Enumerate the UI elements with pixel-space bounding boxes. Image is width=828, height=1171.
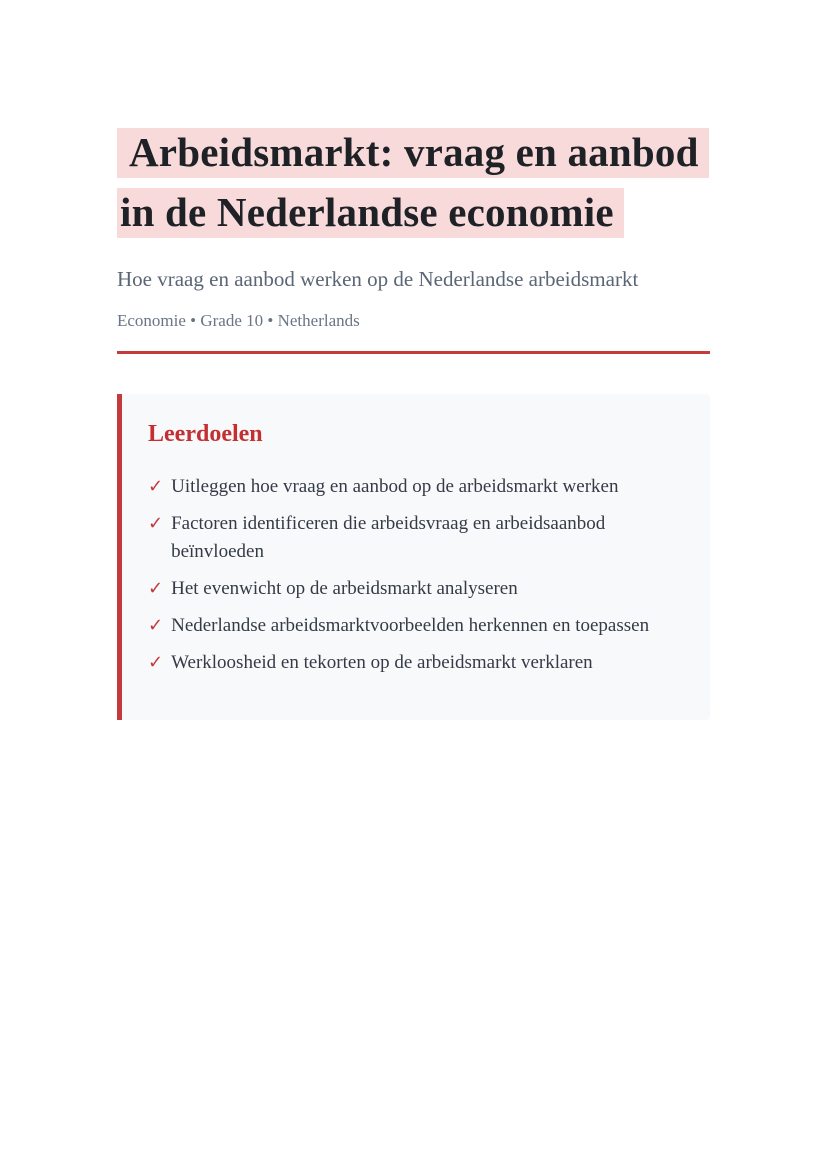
check-icon: ✓ — [148, 652, 164, 673]
content-column — [117, 0, 710, 720]
list-item — [148, 612, 686, 640]
list-item — [148, 473, 686, 501]
objectives-heading: Leerdoelen — [148, 421, 263, 447]
page-title-line-2 — [117, 182, 710, 242]
objective-text: Nederlandse arbeidsmarktvoorbeelden herkennen en toepassen — [171, 615, 650, 636]
objective-text: Uitleggen hoe vraag en aanbod op de arbeidsmarkt werken — [171, 476, 619, 497]
objective-text: Het evenwicht op de arbeidsmarkt analyseren — [171, 578, 518, 599]
list-item — [148, 510, 686, 566]
objective-text: Werkloosheid en tekorten op de arbeidsmarkt verklaren — [171, 652, 593, 673]
list-item — [148, 649, 686, 677]
header-divider — [117, 351, 710, 354]
list-item — [148, 575, 686, 603]
article-header — [117, 122, 710, 354]
check-icon: ✓ — [148, 476, 164, 497]
article-meta: Economie • Grade 10 • Netherlands — [117, 311, 360, 330]
title-highlight-1: Arbeidsmarkt: vraag en aanbod — [117, 128, 709, 178]
check-icon: ✓ — [148, 615, 164, 636]
title-highlight-2: in de Nederlandse economie — [117, 188, 624, 238]
learning-objectives-box — [117, 394, 710, 720]
check-icon: ✓ — [148, 578, 164, 599]
page-title — [117, 122, 710, 242]
objectives-list — [148, 473, 686, 677]
check-icon: ✓ — [148, 513, 164, 534]
objective-text: Factoren identificeren die arbeidsvraag en arbeidsaanbod beïnvloeden — [171, 513, 606, 562]
article-subtitle: Hoe vraag en aanbod werken op de Nederlandse arbeidsmarkt — [117, 267, 639, 291]
page-title-line-1 — [117, 122, 710, 182]
